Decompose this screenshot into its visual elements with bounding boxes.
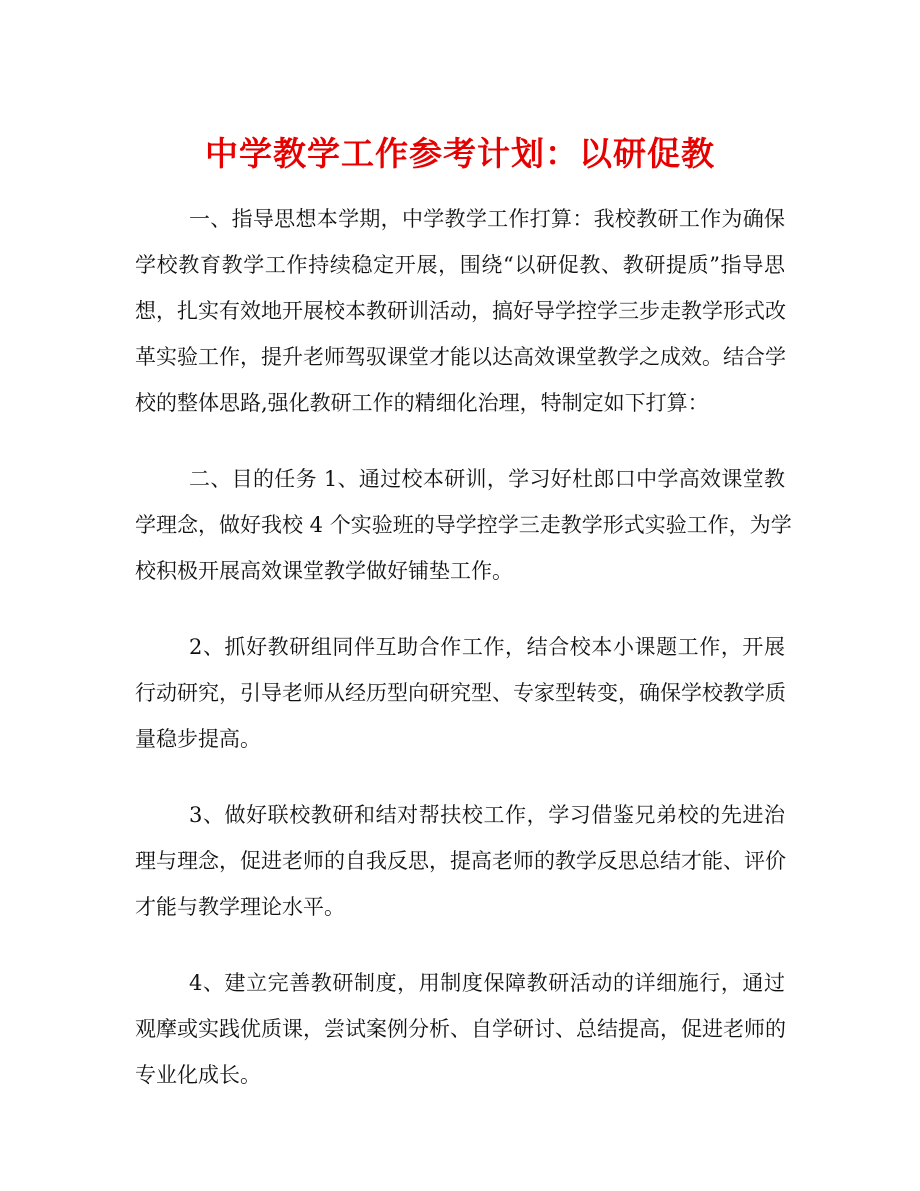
text-line: 理与理念，促进老师的自我反思，提高老师的教学反思总结才能、评价 — [135, 849, 786, 873]
text-line: 3、做好联校教研和结对帮扶校工作，学习借鉴兄弟校的先进治 — [189, 803, 785, 827]
text-line: 量稳步提高。 — [135, 727, 261, 751]
text-line: 革实验工作，提升老师驾驭课堂才能以达高效课堂教学之成效。结合学 — [135, 345, 786, 369]
text-line: 才能与教学理论水平。 — [135, 895, 345, 919]
text-line: 学校教育教学工作持续稳定开展，围绕“以研促教、教研提质”指导思 — [135, 253, 785, 277]
paragraph-goals-1 — [135, 456, 792, 594]
text-line: 4、建立完善教研制度，用制度保障教研活动的详细施行，通过 — [189, 971, 785, 995]
text-line: 校的整体思路,强化教研工作的精细化治理，特制定如下打算： — [135, 391, 709, 415]
document-body — [135, 196, 792, 1128]
text-line: 校积极开展高效课堂教学做好铺垫工作。 — [135, 559, 513, 583]
text-line: 想，扎实有效地开展校本教研训活动，搞好导学控学三步走教学形式改 — [135, 299, 786, 323]
text-line: 2、抓好教研组同伴互助合作工作，结合校本小课题工作，开展 — [189, 635, 785, 659]
paragraph-goals-2 — [135, 624, 785, 762]
paragraph-guiding-ideology — [135, 196, 785, 426]
text-line: 观摩或实践优质课，尝试案例分析、自学研讨、总结提高，促进老师的 — [135, 1017, 786, 1041]
paragraph-goals-3 — [135, 792, 785, 930]
paragraph-goals-4 — [135, 960, 785, 1098]
text-line: 行动研究，引导老师从经历型向研究型、专家型转变，确保学校教学质 — [135, 681, 786, 705]
text-line: 一、指导思想本学期，中学教学工作打算：我校教研工作为确保 — [189, 207, 785, 231]
text-line: 专业化成长。 — [135, 1063, 261, 1087]
text-line: 学理念，做好我校 4 个实验班的导学控学三走教学形式实验工作，为学 — [135, 513, 792, 537]
text-line: 二、目的任务 1、通过校本研训，学习好杜郎口中学高效课堂教 — [189, 467, 785, 491]
document-title: 中学教学工作参考计划：以研促教 — [205, 134, 715, 173]
